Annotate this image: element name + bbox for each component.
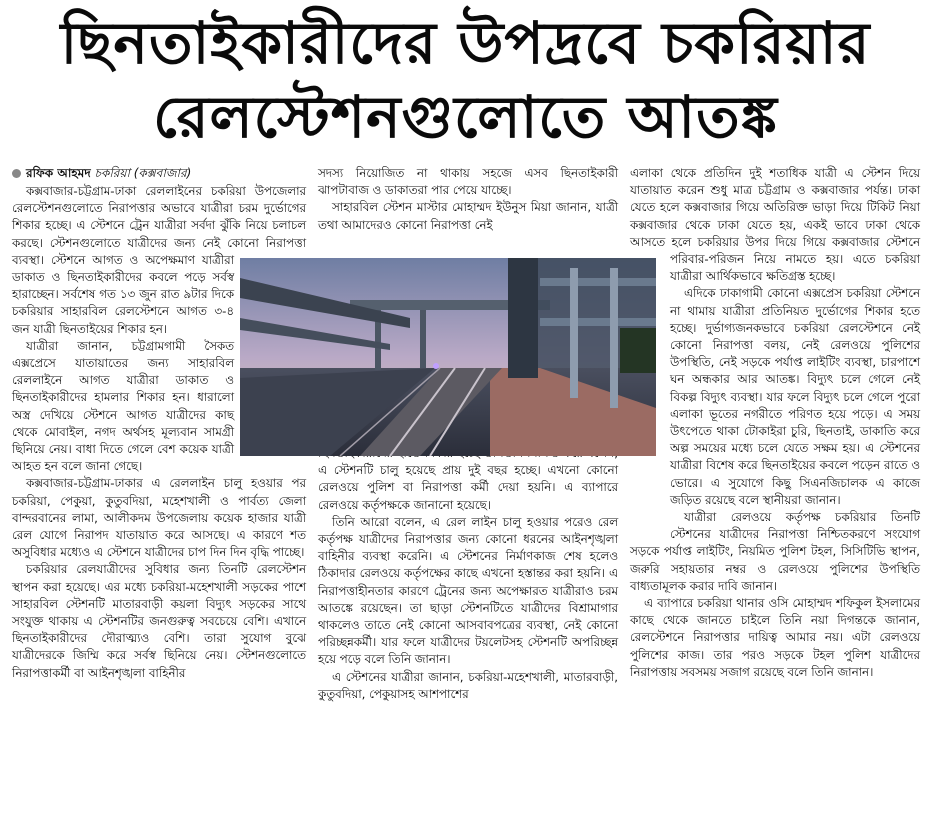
- article-paragraph: যাত্রীরা রেলওয়ে কর্তৃপক্ষ চকরিয়ার তিনটি স্টেশনের যাত্রীদের নিরাপত্তা নিশ্চিতকরণে সংযোগ সড়কে পর্যাপ্ত লাইটিং, নিয়মিত পুলিশ টহল, সিসিটিভি স্থাপন, জরুরি সহায়তার নম্বর ও রেলওয়ে পুলিশের উপস্থিতি বাধ্যতামূলক করার দাবি জানান।: [630, 510, 920, 593]
- article-paragraph: কক্সবাজার-চট্টগ্রাম-ঢাকার এ রেললাইন চালু হওয়ার পর চকরিয়া, পেকুয়া, কুতুবদিয়া, মহেশখালী ও পার্বত্য জেলা বান্দরবানের লামা, আলীকদম উপজেলায় কয়েক হাজার যাত্রী রেল যোগে নিরাপদ যাতায়াত করে আসছে। এ কারণে শত অসুবিধার মধ্যেও এ স্টেশনে যাত্রীদের চাপ দিন দিন বৃদ্ধি পাচ্ছে।: [12, 476, 306, 560]
- article-paragraph: সদস্য নিয়োজিত না থাকায় সহজে এসব ছিনতাইকারী ঝাপটাবাজ ও ডাকাতরা পার পেয়ে যাচ্ছে।: [318, 166, 618, 198]
- article-column-3: [630, 165, 920, 681]
- article-paragraph: এ স্টেশনটি চালু হয়েছে প্রায় দুই বছর হচ্ছে। এখনো কোনো রেলওয়ে পুলিশ বা নিরাপত্তা কর্মী দেয়া হয়নি। এ ব্যাপারে রেলওয়ে কর্তৃপক্ষকে জানানো হয়েছে।: [318, 463, 618, 512]
- article-paragraph: চকরিয়ার রেলযাত্রীদের সুবিধার জন্য তিনটি রেলস্টেশন স্থাপন করা হয়েছে। এর মধ্যে চকরিয়া-মহেশখালী সড়কের পাশে সাহারবিল স্টেশনটি মাতারবাড়ী কয়লা বিদ্যুৎ সড়কের সাথে সংযুক্ত থাকায় এ স্টেশনটির জনগুরুত্ব সবচেয়ে বেশি। এখানে ছিনতাইকারীদের দৌরাত্ম্যও বেশি। তারা সুযোগ বুঝে যাত্রীদেরকে জিম্মি করে সর্বস্ব ছিনিয়ে নেয়। স্টেশনগুলোতে নিরাপত্তাকর্মী বা আইনশৃঙ্খলা বাহিনীর: [12, 562, 306, 680]
- article-paragraph: এলাকা থেকে প্রতিদিন দুই শতাধিক যাত্রী এ স্টেশন দিয়ে যাতায়াত করেন শুধু মাত্র চট্টগ্রাম ও কক্সবাজার পর্যন্ত। ঢাকা যেতে হলে কক্সবাজার গিয়ে অতিরিক্ত ভাড়া দিয়ে টিকিট নিয়া কক্সবাজার থেকে ঢাকা যেতে হয়, একই ভাবে ঢাকা থেকে আসতে হলে চকরিয়ার উপর দিয়ে গিয়ে কক্সবাজার স্টেশনে পরিবার-পরিজন নিয়ে নামতে হয়। এতে চকরিয়া যাত্রীরা আর্থিকভাবে ক্ষতিগ্রস্ত হচ্ছে।: [630, 166, 920, 284]
- photo-illustration: [240, 258, 656, 456]
- railway-station-photo: [240, 258, 656, 456]
- article-paragraph: এদিকে ঢাকাগামী কোনো এক্সপ্রেস চকরিয়া স্টেশনে না থামায় যাত্রীরা প্রতিনিয়ত দুর্ভোগের শিকার হতে হচ্ছে। দুর্ভাগ্যজনকভাবে চকরিয়া রেলস্টেশনে নেই কোনো নিরাপত্তা বলয়, নেই রেলওয়ে পুলিশের উপস্থিতি, নেই সড়কে পর্যাপ্ত লাইটিং ব্যবস্থা, চারপাশে ঘন অন্ধকার আর আতঙ্ক। বিদ্যুৎ চলে গেলে নেই বিকল্প বিদ্যুৎ ব্যবস্থা। যার ফলে বিদ্যুৎ চলে গেলে পুরো এলাকা ভূতের নগরীতে পরিণত হয়ে পড়ে। এ সময় উৎপেতে থাকা টোকাইরা চুরি, ছিনতাই, ডাকাতি করে অল্প সময়ের মধ্যে চলে যেতে সক্ষম হয়। এ স্টেশনের যাত্রীরা বিশেষ করে ছিনতাইয়ের কবলে পড়েন রাতে ও ভোরে। এ সুযোগে কিছু সিএনজিচালক এ কাজে জড়িত রয়েছে বলে স্থানীয়রা জানান।: [670, 286, 920, 507]
- article-paragraph: যাত্রীরা জানান, চট্টগ্রামগামী সৈকত এক্সপ্রেসে যাতায়াতের জন্য সাহারবিল রেললাইনে আগত যাত্রীরা ডাকাত ও ছিনতাইকারীদের হামলার শিকার হন। ধারালো অস্ত্র দেখিয়ে স্টেশনে আগত যাত্রীদের কাছ থেকে মোবাইল, নগদ অর্থসহ মূল্যবান সামগ্রী ছিনিয়ে নেয়। বাধা দিতে গেলে বেশ কয়েক যাত্রী আহত হন বলে জানা গেছে।: [12, 338, 234, 474]
- bullet-icon: [12, 169, 21, 178]
- article-paragraph: তিনি আরো বলেন, এ রেল লাইন চালু হওয়ার পরেও রেল কর্তৃপক্ষ যাত্রীদের নিরাপত্তার জন্য কোনো ধরনের আইনশৃঙ্খলা বাহিনীর ব্যবস্থা করেনি। এ স্টেশনের নির্মাণকাজ শেষ হলেও ঠিকাদার রেলওয়ে কর্তৃপক্ষের কাছে এখনো হস্তান্তর করা হয়নি। এ নিরাপত্তাহীনতার কারণে ট্রেনের জন্য অপেক্ষারত যাত্রীরাও চরম আতঙ্কে রয়েছেন। তা ছাড়া স্টেশনটিতে যাত্রীদের বিশ্রামাগার থাকলেও তাতে নেই কোনো আসবাবপত্রের ব্যবস্থা, নেই কোনো পরিচ্ছন্নকর্মী। যার ফলে যাত্রীদের টয়লেটসহ স্টেশনটি অপরিচ্ছন্ন হয়ে পড়ে বলে তিনি জানান।: [318, 514, 618, 667]
- article-paragraph: কক্সবাজার-চট্টগ্রাম-ঢাকা রেললাইনের চকরিয়া উপজেলার রেলস্টেশনগুলোতে নিরাপত্তার অভাবে যাত্রীরা চরম দুর্ভোগের শিকার হচ্ছে। এ স্টেশনে ট্রেন যাত্রীরা সর্বদা ঝুঁকি নিয়ে চলাচল করছে। স্টেশনগুলোতে যাত্রীদের জন্য নেই কোনো নিরাপত্তা ব্যবস্থা। স্টেশনে আগত ও অপেক্ষমাণ যাত্রীরা ডাকাত ও ছিনতাইকারীদের কবলে পড়ে সর্বস্ব হারাচ্ছেন। সর্বশেষ গত ১৩ জুন রাত ৯টার দিকে চকরিয়ার সাহারবিল রেলস্টেশনে আগত ৩-৪ জন যাত্রী ছিনতাইয়ের শিকার হন।: [12, 184, 306, 336]
- headline-line-1: ছিনতাইকারীদের উপদ্রবে চকরিয়ার: [60, 9, 871, 77]
- headline: [0, 6, 931, 154]
- article-paragraph: এ ব্যাপারে চকরিয়া থানার ওসি মোহাম্মদ শফিকুল ইসলামের কাছে থেকে জানতে চাইলে তিনি নয়া দিগন্তকে জানান, রেলস্টেশনে নিরাপত্তার দায়িত্ব আমার নয়। এটা রেলওয়ে পুলিশের কাজ। তার পরও সড়কে টহল পুলিশ যাত্রীদের নিরাপত্তায় সবসময় সজাগ রয়েছে বলে তিনি জানান।: [630, 596, 920, 679]
- article-paragraph: সাহারবিল স্টেশন মাস্টার মোহাম্মদ ইউনুস মিয়া জানান, যাত্রী তথা আমাদেরও কোনো নিরাপত্তা নেই: [318, 200, 618, 232]
- article-paragraph: এ স্টেশনের যাত্রীরা জানান, চকরিয়া-মহেশখালী, মাতারবাড়ী, কুতুবদিয়া, পেকুয়াসহ আশপাশের: [318, 669, 618, 701]
- byline: [12, 165, 191, 181]
- byline-location: চকরিয়া (কক্সবাজার): [94, 166, 192, 180]
- byline-author: রফিক আহমদ: [26, 166, 91, 180]
- headline-line-2: রেলস্টেশনগুলোতে আতঙ্ক: [153, 83, 778, 151]
